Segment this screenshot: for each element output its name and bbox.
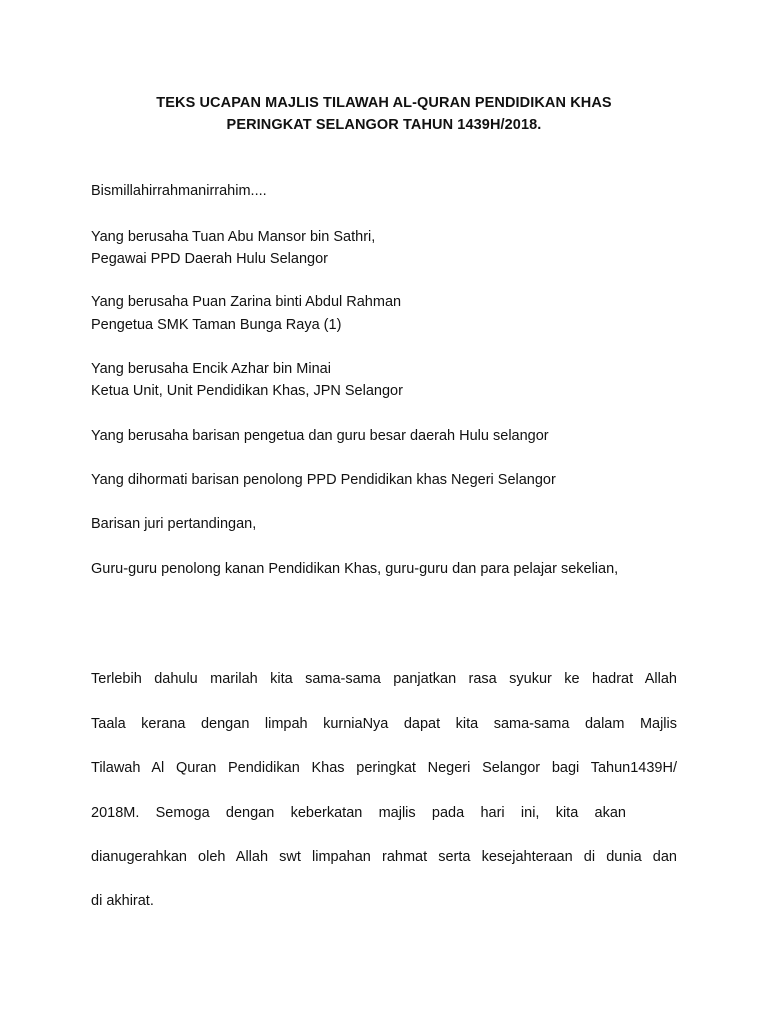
salutation-line: Pegawai PPD Daerah Hulu Selangor [91,251,328,267]
salutation-line: Yang berusaha barisan pengetua dan guru besar daerah Hulu selangor [91,428,549,444]
body-paragraph-line: di akhirat. [91,893,154,909]
salutation-line: Yang berusaha Tuan Abu Mansor bin Sathri, [91,229,376,245]
body-paragraph-line: Tilawah Al Quran Pendidikan Khas peringkat Negeri Selangor bagi Tahun1439H/ [91,760,677,776]
document-title-line-1: TEKS UCAPAN MAJLIS TILAWAH AL-QURAN PENDIDIKAN KHAS [156,95,612,111]
salutation-line: Ketua Unit, Unit Pendidikan Khas, JPN Selangor [91,383,403,399]
salutation-line: Yang berusaha Puan Zarina binti Abdul Rahman [91,294,402,310]
opening-greeting: Bismillahirrahmanirrahim.... [91,183,267,199]
body-paragraph-line: dianugerahkan oleh Allah swt limpahan rahmat serta kesejahteraan di dunia dan [91,849,677,865]
document-title-line-2: PERINGKAT SELANGOR TAHUN 1439H/2018. [226,117,542,133]
salutation-line: Pengetua SMK Taman Bunga Raya (1) [91,317,342,333]
salutation-line: Yang berusaha Encik Azhar bin Minai [91,361,331,377]
salutation-line: Yang dihormati barisan penolong PPD Pendidikan khas Negeri Selangor [91,472,556,488]
salutation-line: Barisan juri pertandingan, [91,516,257,532]
body-paragraph-line: Terlebih dahulu marilah kita sama-sama panjatkan rasa syukur ke hadrat Allah [91,671,677,687]
body-paragraph-line: 2018M. Semoga dengan keberkatan majlis pada hari ini, kita akan [91,805,626,821]
salutation-line: Guru-guru penolong kanan Pendidikan Khas, guru-guru dan para pelajar sekelian, [91,561,619,577]
body-paragraph-line: Taala kerana dengan limpah kurniaNya dapat kita sama-sama dalam Majlis [91,716,677,732]
